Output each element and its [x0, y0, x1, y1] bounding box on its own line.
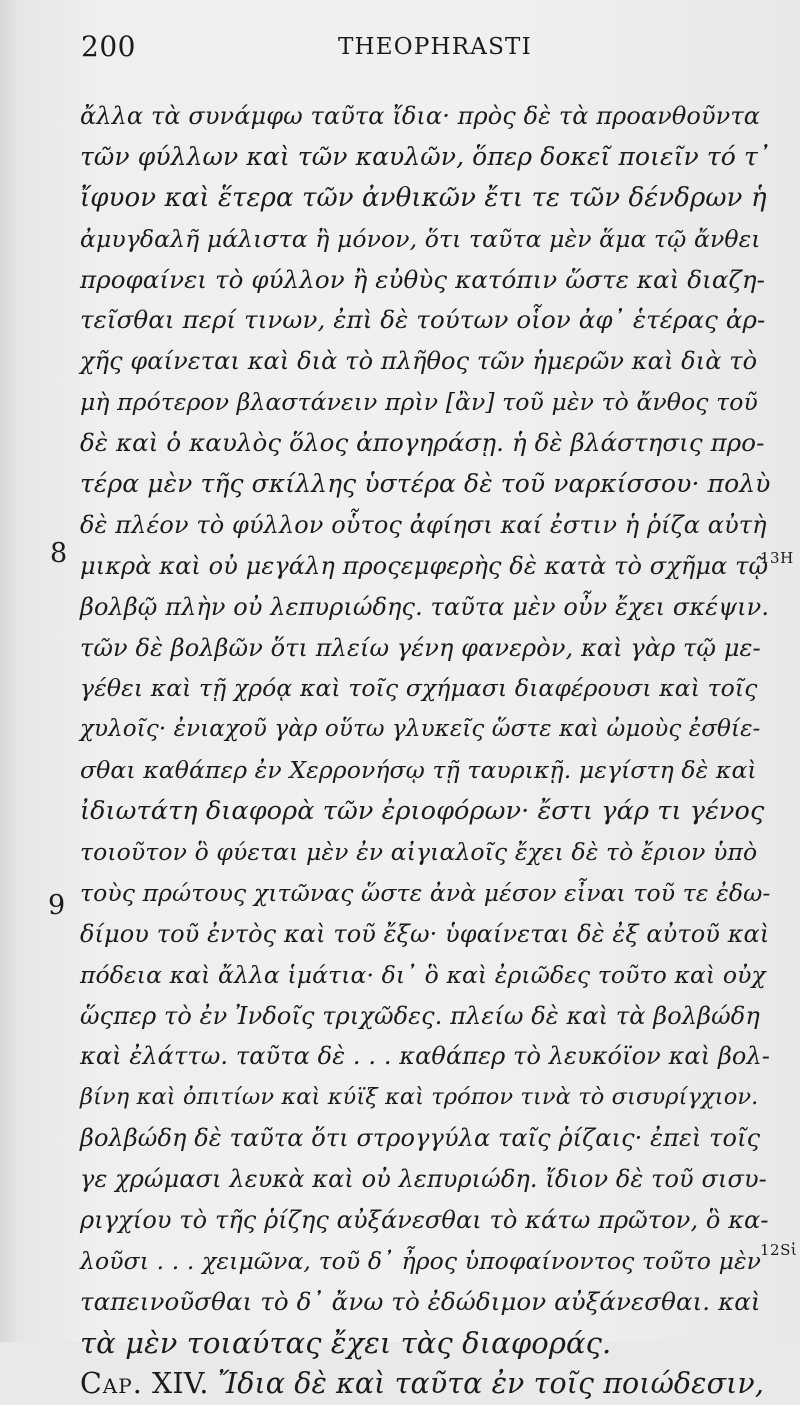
text-line: σθαι καθάπερ ἐν Χερρονήσῳ τῇ ταυρικῇ. μεγίστη δὲ καὶ	[80, 756, 757, 785]
margin-ref-13h: 13H	[760, 549, 794, 567]
text-line: βίνη καὶ ὀπιτίων καὶ κύϊξ καὶ τρόπον τινὰ τὸ σισυρίγχιον.	[80, 1084, 759, 1111]
text-line: γε χρώμασι λευκὰ καὶ οὐ λεπυριώδη. ἴδιον δὲ τοῦ σισυ-	[80, 1165, 767, 1194]
text-line: ταπεινοῦσθαι τὸ δ᾽ ἄνω τὸ ἐδώδιμον αὐξάνεσθαι. καὶ	[80, 1286, 761, 1316]
text-line: μικρὰ καὶ οὐ μεγάλη προςεμφερὴς δὲ κατὰ τὸ σχῆμα τῷ	[80, 551, 769, 580]
text-line: χυλοῖς· ἐνιαχοῦ γὰρ οὕτω γλυκεῖς ὥστε καὶ ὠμοὺς ἐσθίε-	[80, 716, 761, 743]
chapter-opening-text: Ἴδια δὲ καὶ ταῦτα ἐν τοῖς ποιώδεσιν,	[217, 1366, 764, 1400]
text-line: πόδεια καὶ ἄλλα ἱμάτια· δι᾽ ὃ καὶ ἐριῶδες τοῦτο καὶ οὐχ	[80, 960, 766, 989]
text-line: ὥςπερ τὸ ἐν Ἰνδοῖς τριχῶδες. πλείω δὲ καὶ τὰ βολβώδη	[80, 1001, 760, 1030]
text-line: δίμου τοῦ ἐντὸς καὶ τοῦ ἔξω· ὑφαίνεται δὲ ἐξ αὐτοῦ καὶ	[80, 919, 770, 948]
text-line: μὴ πρότερον βλαστάνειν πρὶν [ἂν] τοῦ μὲν τὸ ἄνθος τοῦ	[80, 388, 758, 417]
text-line: βολβώδη δὲ ταῦτα ὅτι στρογγύλα ταῖς ῥίζαις· ἐπεὶ τοῖς	[80, 1124, 761, 1153]
text-line: τὰ μὲν τοιαύτας ἔχει τὰς διαφοράς.	[80, 1325, 612, 1360]
text-line: γέθει καὶ τῇ χρόᾳ καὶ τοῖς σχήμασι διαφέρουσι καὶ τοῖς	[80, 674, 758, 703]
page-number: 200	[81, 30, 136, 63]
text-line: τῶν φύλλων καὶ τῶν καυλῶν, ὅπερ δοκεῖ ποιεῖν τό τ᾽	[80, 141, 771, 171]
text-line: τέρα μὲν τῆς σκίλλης ὑστέρα δὲ τοῦ ναρκίσσου· πολὺ	[80, 469, 771, 499]
text-line: ἀμυγδαλῆ μάλιστα ἢ μόνον, ὅτι ταῦτα μὲν ἅμα τῷ ἄνθει	[80, 224, 761, 253]
text-line: ἰδιωτάτη διαφορὰ τῶν ἐριοφόρων· ἔστι γάρ τι γένος	[80, 796, 765, 827]
text-line: ἴφυον καὶ ἕτερα τῶν ἀνθικῶν ἔτι τε τῶν δένδρων ἡ	[80, 182, 767, 213]
text-line: λοῦσι . . . χειμῶνα, τοῦ δ᾽ ἦρος ὑποφαίνοντος τοῦτο μὲν	[80, 1246, 762, 1275]
text-line: τῶν δὲ βολβῶν ὅτι πλείω γένη φανερὸν, καὶ γὰρ τῷ με-	[80, 633, 761, 662]
text-line: τοὺς πρώτους χιτῶνας ὥστε ἀνὰ μέσον εἶναι τοῦ τε ἐδω-	[80, 878, 771, 907]
running-head: THEOPHRASTI	[338, 34, 532, 60]
margin-section-9: 9	[48, 890, 66, 921]
text-line: χῆς φαίνεται καὶ διὰ τὸ πλῆθος τῶν ἡμερῶν καὶ διὰ τὸ	[80, 347, 758, 376]
margin-section-8: 8	[50, 538, 68, 569]
chapter-line	[80, 1364, 770, 1405]
chapter-label: Cap.	[80, 1366, 143, 1400]
text-line: δὲ πλέον τὸ φύλλον οὗτος ἀφίησι καί ἐστιν ἡ ῥίζα αὐτὴ	[80, 510, 767, 539]
margin-ref-12s: 12Sἱ	[760, 1241, 798, 1259]
page-header	[0, 30, 800, 70]
text-line: τοιοῦτον ὃ φύεται μὲν ἐν αἰγιαλοῖς ἔχει δὲ τὸ ἔριον ὑπὸ	[80, 838, 758, 867]
main-text	[80, 96, 770, 1405]
text-line: δὲ καὶ ὁ καυλὸς ὅλος ἀπογηράσῃ. ἡ δὲ βλάστησις προ-	[80, 428, 765, 458]
text-line: τεῖσθαι περί τινων, ἐπὶ δὲ τούτων οἷον ἀφ᾽ ἑτέρας ἀρ-	[80, 305, 766, 335]
text-line: ριγχίου τὸ τῆς ῥίζης αὐξάνεσθαι τὸ κάτω πρῶτον, ὃ κα-	[80, 1206, 769, 1235]
text-line: ἄλλα τὰ συνάμφω ταῦτα ἴδια· πρὸς δὲ τὰ προανθοῦντα	[80, 102, 761, 130]
text-line: βολβῷ πλὴν οὐ λεπυριώδης. ταῦτα μὲν οὖν ἔχει σκέψιν.	[80, 592, 770, 621]
text-line: προφαίνει τὸ φύλλον ἢ εὐθὺς κατόπιν ὥστε καὶ διαζη-	[80, 264, 766, 294]
gutter-shadow	[0, 0, 18, 1342]
text-line: καὶ ἐλάττω. ταῦτα δὲ . . . καθάπερ τὸ λευκόϊον καὶ βολ-	[80, 1042, 771, 1071]
chapter-number: XIV.	[151, 1366, 209, 1400]
